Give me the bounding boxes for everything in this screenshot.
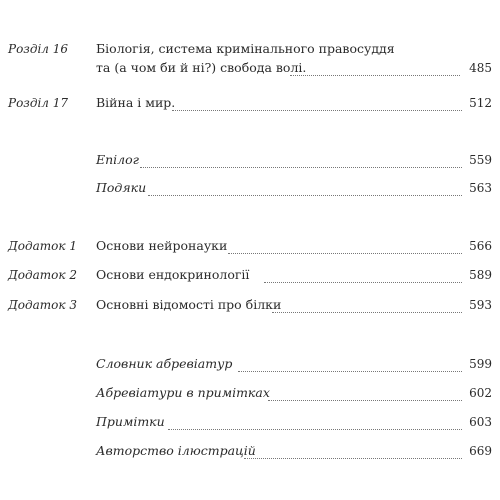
toc-entry-chapter-16: [0, 41, 500, 81]
toc-entry-appendix-3: [0, 297, 500, 319]
toc-entry-chapter-17: [0, 95, 500, 117]
toc-entry-title: Основи нейронауки: [96, 238, 228, 253]
toc-entry-title-line1: Біологія, система кримінального правосуддя: [96, 41, 395, 56]
toc-entry-title: Основи ендокринології: [96, 267, 250, 282]
toc-entry-illustration-credits: [0, 443, 500, 465]
toc-entry-title: Абревіатури в примітках: [96, 385, 270, 400]
toc-entry-label: Розділ 16: [8, 42, 69, 56]
toc-entry-abbreviations-glossary: [0, 356, 500, 378]
toc-entry-appendix-1: [0, 238, 500, 260]
toc-entry-title: Основні відомості про білки: [96, 297, 282, 312]
dot-leader: [264, 268, 462, 283]
toc-entry-page-number: 599: [469, 357, 492, 371]
toc-entry-notes: [0, 414, 500, 436]
dot-leader: [140, 153, 462, 168]
toc-entry-page-number: 559: [469, 153, 492, 167]
toc-entry-appendix-2: [0, 267, 500, 289]
toc-entry-label: Додаток 1: [8, 239, 77, 253]
toc-entry-page-number: 566: [469, 239, 492, 253]
dot-leader: [172, 96, 462, 111]
toc-entry-abbreviations-in-notes: [0, 385, 500, 407]
toc-entry-title: Словник абревіатур: [96, 356, 233, 371]
toc-entry-title: Примітки: [96, 414, 165, 429]
toc-entry-page-number: 563: [469, 181, 492, 195]
toc-entry-title: Війна і мир.: [96, 95, 176, 110]
dot-leader: [148, 181, 462, 196]
toc-entry-label: Додаток 2: [8, 268, 77, 282]
dot-leader: [272, 298, 462, 313]
dot-leader: [290, 61, 460, 76]
toc-entry-page-number: 593: [469, 298, 492, 312]
toc-entry-epilogue: [0, 152, 500, 174]
dot-leader: [238, 357, 462, 372]
dot-leader: [228, 239, 462, 254]
toc-entry-title: Епілог: [96, 152, 139, 167]
toc-entry-page-number: 602: [469, 386, 492, 400]
toc-entry-page-number: 669: [469, 444, 492, 458]
toc-entry-page-number: 589: [469, 268, 492, 282]
toc-entry-page-number: 485: [469, 61, 492, 75]
toc-entry-title: Авторство ілюстрацій: [96, 443, 256, 458]
toc-entry-page-number: 603: [469, 415, 492, 429]
dot-leader: [168, 415, 462, 430]
toc-entry-acknowledgements: [0, 180, 500, 202]
toc-entry-label: Розділ 17: [8, 96, 69, 110]
toc-entry-page-number: 512: [469, 96, 492, 110]
toc-entry-label: Додаток 3: [8, 298, 77, 312]
dot-leader: [268, 386, 462, 401]
dot-leader: [244, 444, 462, 459]
toc-entry-title: Подяки: [96, 180, 147, 195]
toc-entry-title: та (а чом би й ні?) свобода волі.: [96, 60, 307, 75]
